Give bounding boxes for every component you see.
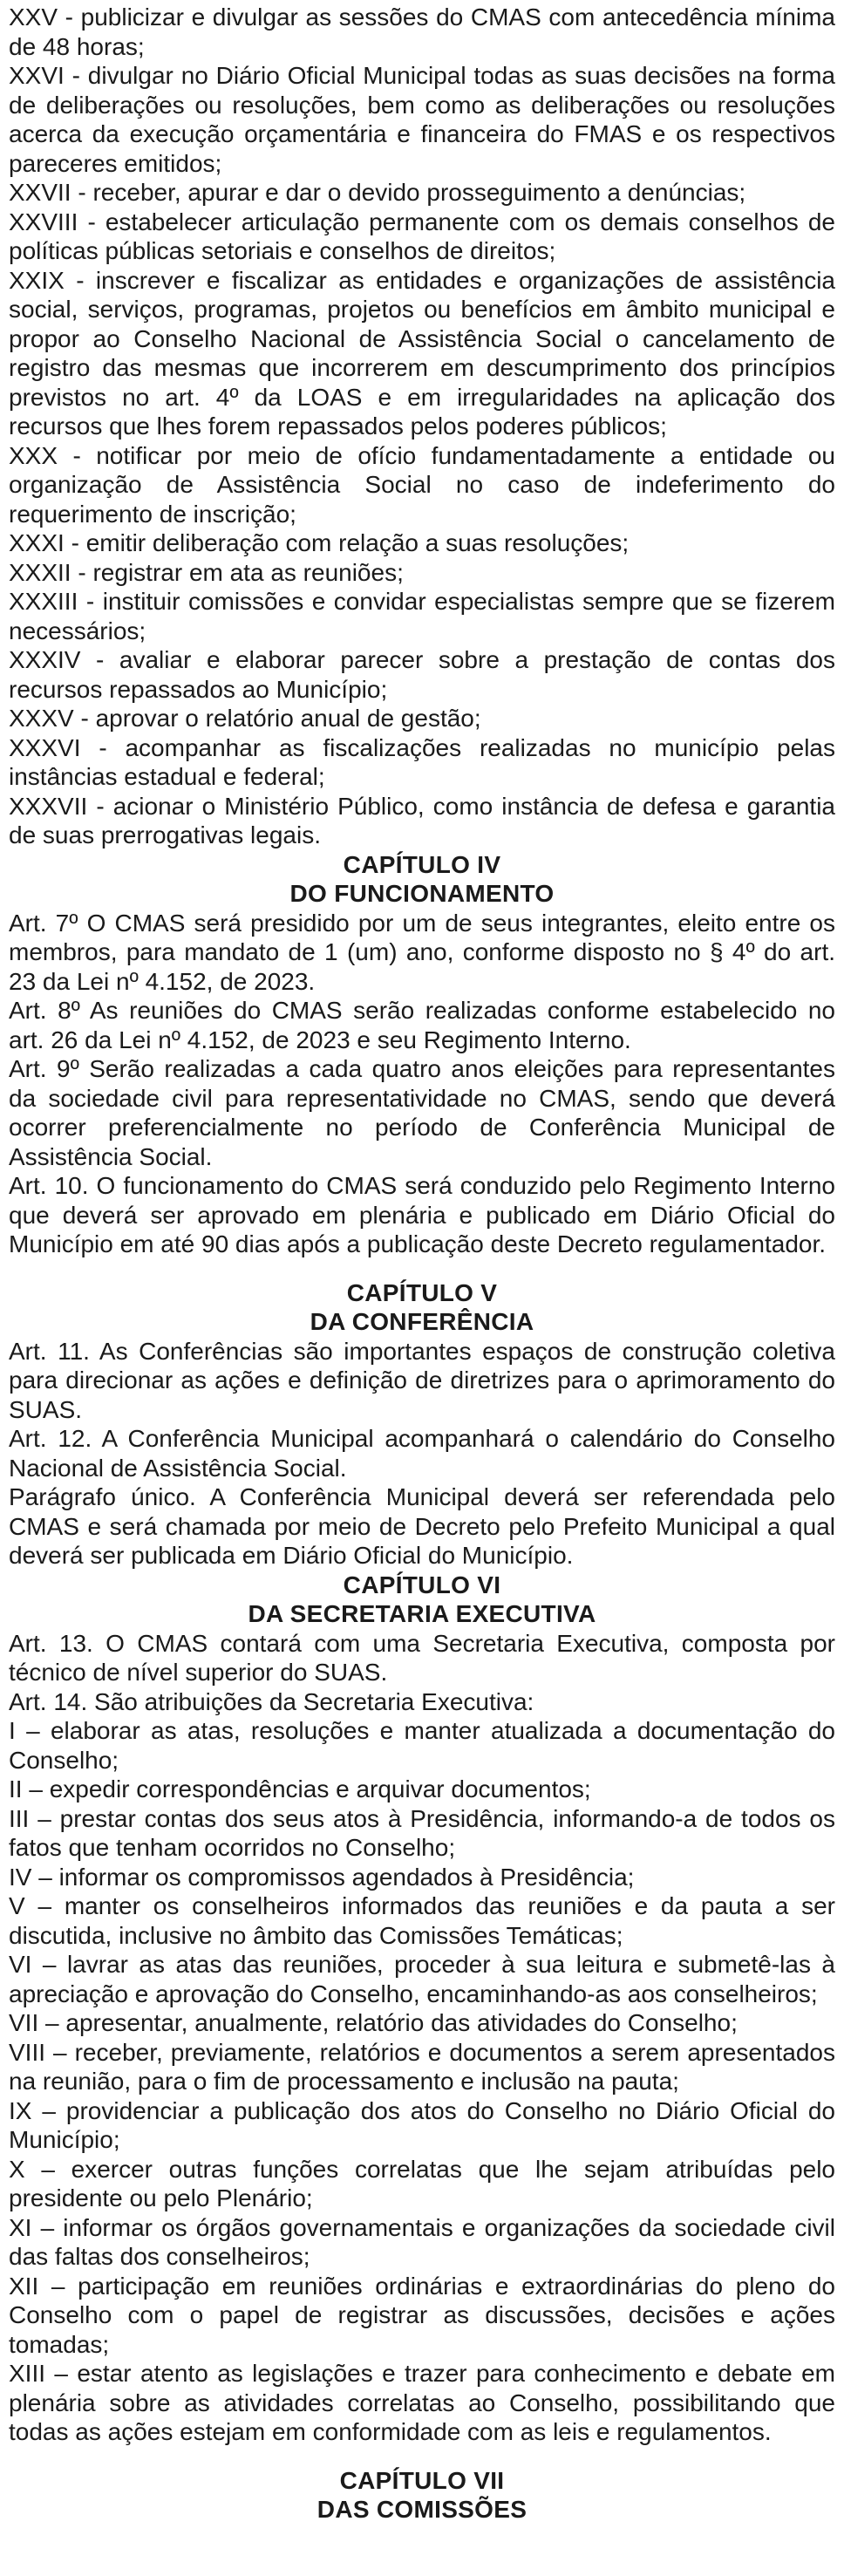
chapter-4-subtitle: DO FUNCIONAMENTO <box>289 880 555 907</box>
chapter-7-title: CAPÍTULO VII <box>339 2466 505 2494</box>
spacer <box>9 2447 835 2466</box>
chapter-6 <box>9 1571 835 2447</box>
article-13: Art. 13. O CMAS contará com uma Secretaria Executiva, composta por técnico de nível superior do SUAS. <box>9 1629 835 1686</box>
chapter-5 <box>9 1278 835 1571</box>
chapter-4-title: CAPÍTULO IV <box>343 850 501 878</box>
article-12: Art. 12. A Conferência Municipal acompanhará o calendário do Conselho Nacional de Assistência Social. <box>9 1425 835 1482</box>
inciso-xi: XI – informar os órgãos governamentais e organizações da sociedade civil das faltas dos conselheiros; <box>9 2213 835 2270</box>
inciso-x: X – exercer outras funções correlatas que lhe sejam atribuídas pelo presidente ou pelo Plenário; <box>9 2155 835 2211</box>
article-10: Art. 10. O funcionamento do CMAS será conduzido pelo Regimento Interno que deverá ser aprovado em plenária e publicado em Diário Oficial do Município em até 90 dias após a publicação deste Decreto regulamentador. <box>9 1172 835 1257</box>
inciso-xxxiv: XXXIV - avaliar e elaborar parecer sobre a prestação de contas dos recursos repassados ao Município; <box>9 646 835 703</box>
inciso-i: I – elaborar as atas, resoluções e manter atualizada a documentação do Conselho; <box>9 1717 835 1774</box>
inciso-xii: XII – participação em reuniões ordinárias e extraordinárias do pleno do Conselho com o papel de registrar as discussões, decisões e ações tomadas; <box>9 2272 835 2358</box>
paragraph-unico: Parágrafo único. A Conferência Municipal deverá ser referendada pelo CMAS e será chamada por meio de Decreto pelo Prefeito Municipal a qual deverá ser publicada em Diário Oficial do Município. <box>9 1483 835 1569</box>
inciso-xxxii: XXXII - registrar em ata as reuniões; <box>9 558 404 586</box>
chapter-6-subtitle: DA SECRETARIA EXECUTIVA <box>248 1600 596 1627</box>
chapter-7-subtitle: DAS COMISSÕES <box>316 2496 528 2523</box>
inciso-xxxv: XXXV - aprovar o relatório anual de gestão; <box>9 705 481 732</box>
inciso-xxx: XXX - notificar por meio de ofício fundamentadamente a entidade ou organização de Assistência Social no caso de indeferimento do requerimento de inscrição; <box>9 441 835 528</box>
inciso-list <box>9 3 835 850</box>
inciso-xiii: XIII – estar atento as legislações e trazer para conhecimento e debate em plenária sobre as atividades correlatas ao Conselho, possibilitando que todas as ações estejam em conformidade com as leis e regulamentos. <box>9 2360 835 2445</box>
article-9: Art. 9º Serão realizadas a cada quatro anos eleições para representantes da sociedade civil para representatividade no CMAS, sendo que deverá ocorrer preferencialmente no período de Conferência Municipal de Assistência Social. <box>9 1055 835 1170</box>
inciso-xxviii: XXVIII - estabelecer articulação permanente com os demais conselhos de políticas públicas setoriais e conselhos de direitos; <box>9 208 835 264</box>
spacer <box>9 1259 835 1278</box>
inciso-xxvi: XXVI - divulgar no Diário Oficial Municipal todas as suas decisões na forma de deliberações ou resoluções, bem como as deliberações ou resoluções acerca da execução orçamentária e financeira do FMAS e os respectivos pareceres emitidos; <box>9 62 835 177</box>
article-11: Art. 11. As Conferências são importantes espaços de construção coletiva para direcionar as ações e definição de diretrizes para o aprimoramento do SUAS. <box>9 1337 835 1423</box>
inciso-xxxiii: XXXIII - instituir comissões e convidar especialistas sempre que se fizerem necessários; <box>9 588 835 644</box>
inciso-iv: IV – informar os compromissos agendados à Presidência; <box>9 1863 635 1891</box>
inciso-xxxvii: XXXVII - acionar o Ministério Público, como instância de defesa e garantia de suas prerrogativas legais. <box>9 792 835 848</box>
inciso-vii: VII – apresentar, anualmente, relatório das atividades do Conselho; <box>9 2009 738 2036</box>
inciso-viii: VIII – receber, previamente, relatórios e documentos a serem apresentados na reunião, para o fim de processamento e inclusão na pauta; <box>9 2038 835 2095</box>
inciso-xxvii: XXVII - receber, apurar e dar o devido prosseguimento a denúncias; <box>9 179 746 206</box>
chapter-7 <box>9 2466 835 2525</box>
article-7: Art. 7º O CMAS será presidido por um de seus integrantes, eleito entre os membros, para mandato de 1 (um) ano, conforme disposto no § 4º do art. 23 da Lei nº 4.152, de 2023. <box>9 909 835 995</box>
inciso-iii: III – prestar contas dos seus atos à Presidência, informando-a de todos os fatos que tenham ocorridos no Conselho; <box>9 1804 835 1861</box>
inciso-xxxi: XXXI - emitir deliberação com relação a suas resoluções; <box>9 529 630 556</box>
chapter-5-title: CAPÍTULO V <box>346 1278 498 1306</box>
inciso-xxv: XXV - publicizar e divulgar as sessões do CMAS com antecedência mínima de 48 horas; <box>9 3 835 60</box>
chapter-6-title: CAPÍTULO VI <box>343 1571 501 1598</box>
inciso-vi: VI – lavrar as atas das reuniões, proceder à sua leitura e submetê-las à apreciação e aprovação do Conselho, encaminhando-as aos conselheiros; <box>9 1951 835 2007</box>
article-14: Art. 14. São atribuições da Secretaria Executiva: <box>9 1687 534 1715</box>
inciso-ix: IX – providenciar a publicação dos atos do Conselho no Diário Oficial do Município; <box>9 2096 835 2153</box>
article-8: Art. 8º As reuniões do CMAS serão realizadas conforme estabelecido no art. 26 da Lei nº 4.152, de 2023 e seu Regimento Interno. <box>9 997 835 1053</box>
inciso-ii: II – expedir correspondências e arquivar documentos; <box>9 1775 591 1803</box>
chapter-4 <box>9 850 835 1259</box>
inciso-v: V – manter os conselheiros informados das reuniões e da pauta a ser discutida, inclusive no âmbito das Comissões Temáticas; <box>9 1892 835 1949</box>
inciso-xxxvi: XXXVI - acompanhar as fiscalizações realizadas no município pelas instâncias estadual e federal; <box>9 733 835 790</box>
chapter-5-subtitle: DA CONFERÊNCIA <box>310 1308 534 1335</box>
inciso-xxix: XXIX - inscrever e fiscalizar as entidades e organizações de assistência social, serviços, programas, projetos ou benefícios em âmbito municipal e propor ao Conselho Nacional de Assistência Social o cancelamento de registro das mesmas que incorrerem em descumprimento dos princípios previstos no art. 4º da LOAS e em irregularidades na aplicação dos recursos que lhes forem repassados pelos poderes públicos; <box>9 266 835 440</box>
